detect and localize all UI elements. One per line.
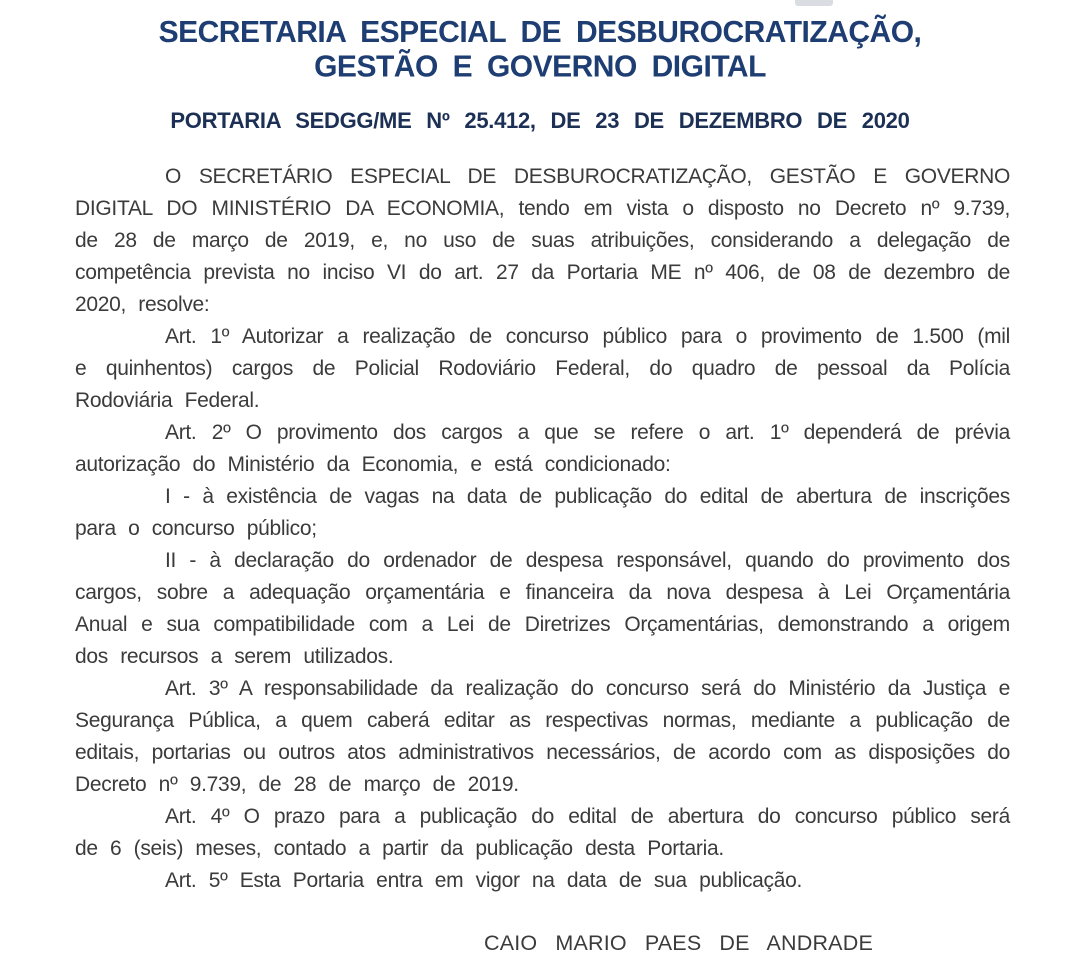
- ordinance-number-heading: PORTARIA SEDGG/ME Nº 25.412, DE 23 DE DEZEMBRO DE 2020: [170, 108, 910, 133]
- page-title: [0, 0, 1080, 85]
- paragraph-item-i: I - à existência de vagas na data de publicação do edital de abertura de inscrições para o concurso público;: [75, 485, 1010, 540]
- paragraph-art-1: Art. 1º Autorizar a realização de concurso público para o provimento de 1.500 (mil e quinhentos) cargos de Policial Rodoviário Federal, do quadro de pessoal da Polícia Rodoviária Federal.: [75, 325, 1010, 412]
- page-title-line-1: SECRETARIA ESPECIAL DE DESBUROCRATIZAÇÃO,: [158, 15, 922, 50]
- paragraph-art-4: Art. 4º O prazo para a publicação do edital de abertura do concurso público será de 6 (seis) meses, contado a partir da publicação desta Portaria.: [75, 805, 1010, 860]
- document-header: [0, 0, 1080, 133]
- paragraph-art-5: Art. 5º Esta Portaria entra em vigor na data de sua publicação.: [165, 869, 803, 892]
- paragraph-art-3: Art. 3º A responsabilidade da realização do concurso será do Ministério da Justiça e Segurança Pública, a quem caberá editar as respectivas normas, mediante a publicação de editais, portarias ou outros atos administrativos necessários, de acordo com as disposições do Decreto nº 9.739, de 28 de março de 2019.: [75, 677, 1010, 796]
- paragraph-preamble: O SECRETÁRIO ESPECIAL DE DESBUROCRATIZAÇÃO, GESTÃO E GOVERNO DIGITAL DO MINISTÉRIO DA ECONOMIA, tendo em vista o disposto no Decreto nº 9.739, de 28 de março de 2019, e, no uso de suas atribuições, considerando a delegação de competência prevista no inciso VI do art. 27 da Portaria ME nº 406, de 08 de dezembro de 2020, resolve:: [75, 165, 1010, 316]
- document-body: [75, 161, 1010, 959]
- paragraph-item-ii: II - à declaração do ordenador de despesa responsável, quando do provimento dos cargos, sobre a adequação orçamentária e financeira da nova despesa à Lei Orçamentária Anual e sua compatibilidade com a Lei de Diretrizes Orçamentárias, demonstrando a origem dos recursos a serem utilizados.: [75, 549, 1010, 668]
- page-title-line-2: GESTÃO E GOVERNO DIGITAL: [314, 50, 766, 84]
- signature-name: CAIO MARIO PAES DE ANDRADE: [483, 931, 873, 955]
- paragraph-art-2: Art. 2º O provimento dos cargos a que se refere o art. 1º dependerá de prévia autorização do Ministério da Economia, e está condicionado:: [75, 421, 1010, 476]
